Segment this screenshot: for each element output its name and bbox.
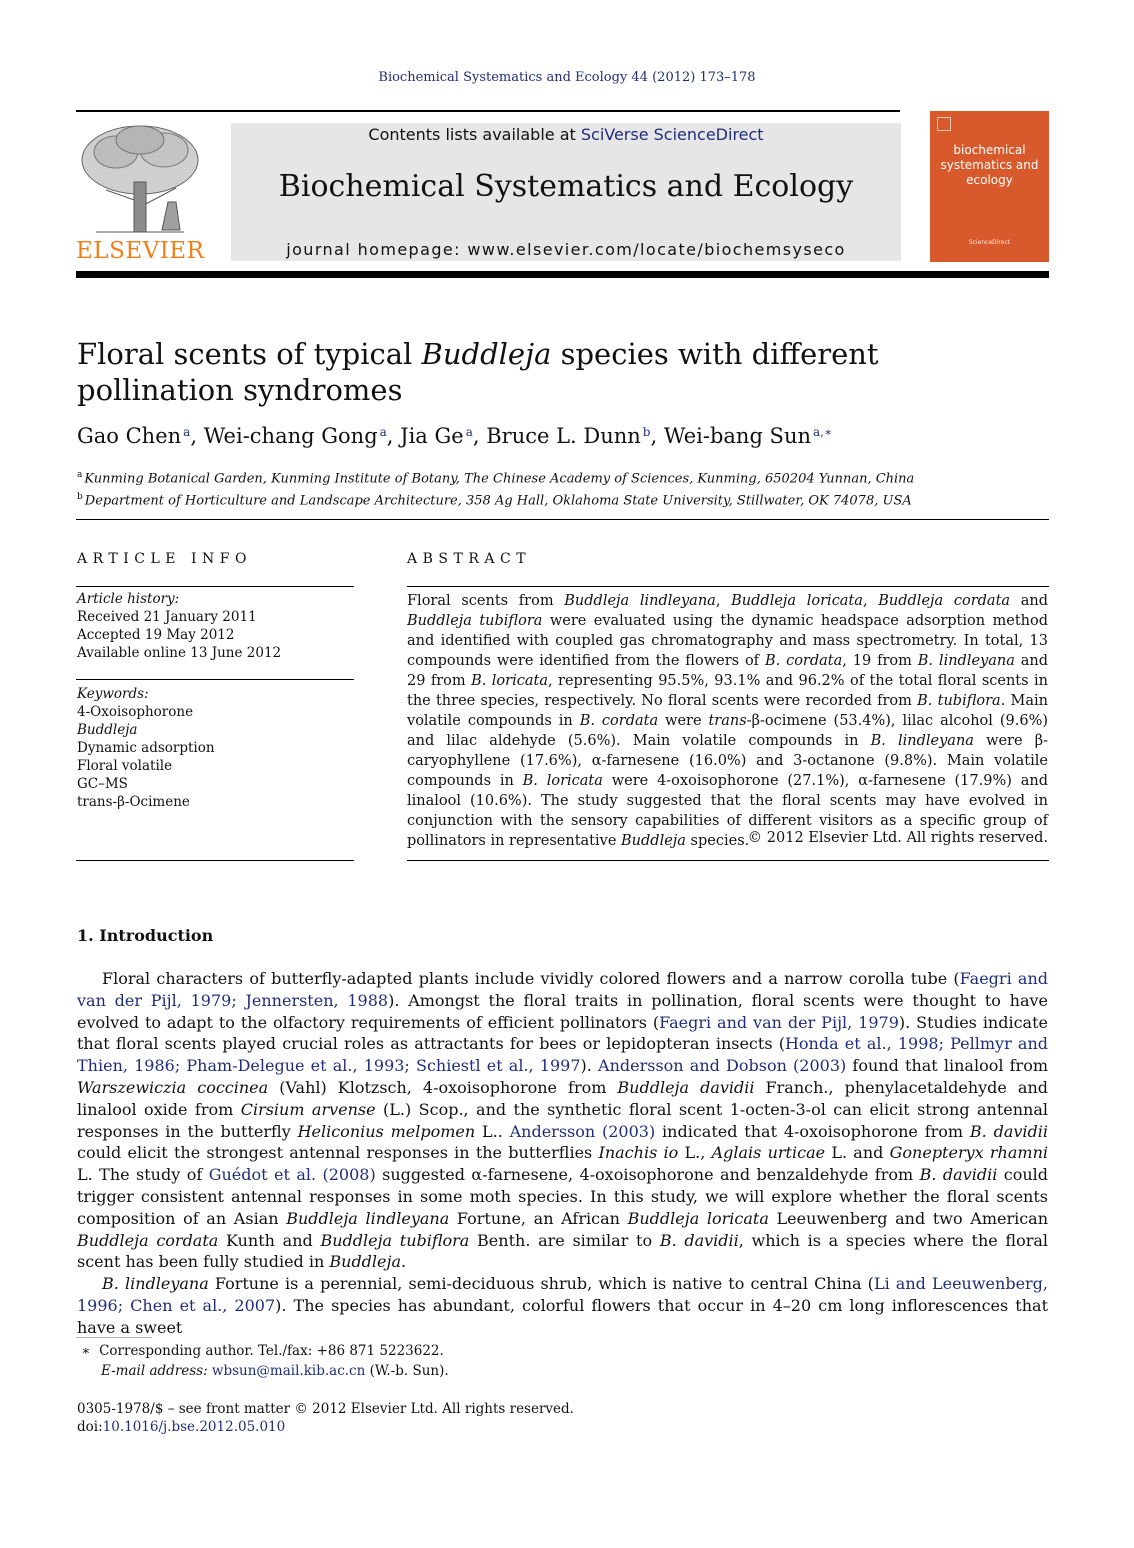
italic-term: Buddleja tubiflora xyxy=(407,613,543,629)
text-run: indicated that 4-oxoisophorone from xyxy=(655,1121,970,1141)
sciencedirect-link[interactable]: SciVerse ScienceDirect xyxy=(580,125,764,144)
text-run: ). Amongst the floral traits in pollination, floral scents were thought to have evolved to adapt to the olfactory requirements of efficient pollinators ( xyxy=(77,990,1049,1032)
cover-logo-icon xyxy=(937,117,951,131)
italic-term: Heliconius melpomen xyxy=(297,1121,476,1141)
affiliation-text: Kunming Botanical Garden, Kunming Institute of Botany, The Chinese Academy of Sciences, Kunming, 650204 Yunnan, China xyxy=(84,471,915,487)
italic-term: Buddleja lindleyana xyxy=(564,593,716,609)
text-run: ). xyxy=(580,1056,599,1076)
italic-term: Gonepteryx rhamni xyxy=(889,1143,1048,1163)
italic-term: Buddleja loricata xyxy=(627,1208,769,1228)
author-separator: , xyxy=(472,424,487,448)
divider xyxy=(76,586,354,587)
text-run: were 4-oxoisophorone (27.1%), α-farnesene (17.9%) and linalool (10.6%). The study suggested that the floral scents may have evolved in conjunction with the sensory capabilities of different visitors as a specific group of pollinators in representative xyxy=(407,773,1048,849)
contents-availability xyxy=(231,125,901,144)
article-history xyxy=(77,590,353,662)
text-run: ). Studies indicate that floral scents played crucial roles as attractants for bees or lepidopteran insects ( xyxy=(77,1012,1048,1054)
footnotes xyxy=(77,1341,977,1381)
citation-link[interactable]: Li and Leeuwenberg, 1996; Chen et al., 2007 xyxy=(77,1274,1049,1315)
italic-term: B. loricata xyxy=(522,773,603,789)
divider xyxy=(76,679,354,680)
italic-term: Cirsium arvense xyxy=(240,1099,376,1119)
keyword: Buddleja xyxy=(77,722,138,738)
abstract-heading: ABSTRACT xyxy=(407,551,532,567)
italic-term: B. loricata xyxy=(471,673,548,689)
text-run: . Main volatile compounds in xyxy=(407,693,1049,729)
affiliation xyxy=(77,488,1037,510)
doi-line xyxy=(77,1418,977,1436)
text-run: Benth. are similar to xyxy=(469,1230,660,1250)
author-affiliation-mark[interactable]: a xyxy=(465,425,473,439)
text-run: Leeuwenberg and two American xyxy=(768,1208,1049,1228)
text-run: (L.) Scop., and the synthetic floral scent 1-octen-3-ol can elicit strong antennal responses in the butterfly xyxy=(77,1099,1048,1141)
author-list xyxy=(77,424,1037,448)
text-run: could trigger consistent antennal responses in some moth species. In this study, we will explore whether the floral scents composition of an Asian xyxy=(77,1165,1049,1228)
text-run: species. xyxy=(685,833,750,849)
text-run: and xyxy=(1010,593,1049,609)
author-affiliation-mark[interactable]: b xyxy=(642,425,651,439)
footnote-text: Corresponding author. Tel./fax: +86 871 5223622. xyxy=(99,1343,444,1359)
introduction-heading: 1. Introduction xyxy=(77,926,214,945)
text-run: . xyxy=(401,1252,407,1272)
italic-term: B. cordata xyxy=(764,653,843,669)
citation-link[interactable]: Faegri and van der Pijl, 1979; Jennersten, 1988 xyxy=(77,969,1049,1010)
text-run: L., xyxy=(678,1143,712,1163)
text-run: Fortune, an African xyxy=(449,1208,628,1228)
italic-term: B. davidii xyxy=(659,1230,739,1250)
divider xyxy=(407,586,1049,587)
journal-cover-thumbnail[interactable] xyxy=(930,111,1049,262)
divider xyxy=(76,860,354,861)
italic-term: Buddleja cordata xyxy=(878,593,1011,609)
abstract-body xyxy=(407,591,1048,851)
italic-term: Buddleja cordata xyxy=(77,1230,219,1250)
author-separator: , xyxy=(650,424,664,448)
corresponding-author-note xyxy=(77,1341,977,1361)
affiliation xyxy=(77,466,1037,488)
journal-masthead xyxy=(231,123,901,261)
text-run: , which is a species where the floral scent has been fully studied in xyxy=(77,1230,1049,1272)
italic-term: B. lindleyana xyxy=(870,733,974,749)
citation-link[interactable]: Guédot et al. (2008) xyxy=(208,1165,376,1185)
citation-link[interactable]: Andersson and Dobson (2003) xyxy=(598,1056,847,1076)
italic-term: B. cordata xyxy=(579,713,659,729)
citation-link[interactable]: Honda et al., 1998; Pellmyr and Thien, 1986; Pham-Delegue et al., 1993; Schiestl et al., 1997 xyxy=(77,1034,1048,1076)
tree-logo-icon xyxy=(76,122,204,234)
publisher-logo xyxy=(76,122,204,264)
author-affiliation-mark[interactable]: a xyxy=(379,425,387,439)
email-suffix: (W.-b. Sun). xyxy=(365,1363,449,1379)
title-part: Floral scents of typical xyxy=(77,337,422,371)
author-separator: , xyxy=(386,424,401,448)
italic-term: trans xyxy=(708,713,747,729)
cover-brand: ScienceDirect xyxy=(968,239,1011,246)
affiliation-mark: a xyxy=(77,470,83,480)
header-top-rule xyxy=(76,110,900,112)
italic-term: Aglais urticae xyxy=(711,1143,826,1163)
text-run: (Vahl) Klotzsch, 4-oxoisophorone from xyxy=(268,1077,618,1097)
journal-name: Biochemical Systematics and Ecology xyxy=(278,169,854,204)
italic-term: Buddleja tubiflora xyxy=(320,1230,470,1250)
text-run: -β-ocimene (53.4%), lilac alcohol (9.6%) and lilac aldehyde (5.6%). Main volatile compounds in xyxy=(407,713,1049,749)
text-run: L.. xyxy=(475,1121,510,1141)
front-matter xyxy=(77,1400,977,1436)
author-name[interactable]: Wei-chang Gong xyxy=(203,424,378,448)
doi-label: doi: xyxy=(77,1419,103,1435)
citation-link[interactable]: Andersson (2003) xyxy=(509,1121,656,1141)
italic-term: Buddleja xyxy=(621,833,686,849)
journal-homepage[interactable]: journal homepage: www.elsevier.com/locate/biochemsyseco xyxy=(286,240,846,259)
introduction-body xyxy=(77,968,1048,1339)
text-run: were xyxy=(658,713,709,729)
email-label: E-mail address: xyxy=(101,1363,208,1379)
text-run: were evaluated using the dynamic headspace adsorption method and identified with coupled gas chromatography and mass spectrometry. In total, 13 compounds were identified from the flowers of xyxy=(407,613,1049,669)
author-name[interactable]: Bruce L. Dunn xyxy=(486,424,641,448)
italic-term: Warszewiczia coccinea xyxy=(77,1077,269,1097)
italic-term: Buddleja lindleyana xyxy=(286,1208,450,1228)
author-affiliation-mark[interactable]: a xyxy=(183,425,191,439)
history-item: Received 21 January 2011 xyxy=(77,609,257,625)
author-name[interactable]: Gao Chen xyxy=(77,424,182,448)
keyword: Dynamic adsorption xyxy=(77,740,215,756)
author-affiliation-mark[interactable]: a,∗ xyxy=(813,425,833,439)
text-run: , xyxy=(715,593,732,609)
contents-prefix: Contents lists available at xyxy=(368,125,581,144)
keyword: GC–MS xyxy=(77,776,128,792)
journal-citation[interactable]: Biochemical Systematics and Ecology 44 (2012) 173–178 xyxy=(378,70,756,85)
text-run: , 19 from xyxy=(842,653,918,669)
italic-term: B. tubiflora xyxy=(917,693,1001,709)
author-separator: , xyxy=(190,424,204,448)
italic-term: B. lindleyana xyxy=(102,1274,209,1294)
cover-title: biochemical systematics and ecology xyxy=(940,143,1039,187)
doi-link[interactable]: 10.1016/j.bse.2012.05.010 xyxy=(102,1419,286,1435)
affiliation-mark: b xyxy=(77,492,83,503)
text-run: Fortune is a perennial, semi-deciduous shrub, which is native to central China ( xyxy=(208,1274,874,1294)
text-run: Franch., phenylacetaldehyde and linalool oxide from xyxy=(77,1077,1048,1119)
paragraph xyxy=(77,1273,1048,1338)
abstract-copyright: © 2012 Elsevier Ltd. All rights reserved. xyxy=(747,830,1048,846)
affiliation-text: Department of Horticulture and Landscape Architecture, 358 Ag Hall, Oklahoma State University, Stillwater, OK 74078, USA xyxy=(84,493,912,509)
article-info-heading: ARTICLE INFO xyxy=(77,551,252,567)
italic-term: Inachis io xyxy=(598,1143,679,1163)
author-name[interactable]: Wei-bang Sun xyxy=(663,424,811,448)
citation-link[interactable]: Faegri and van der Pijl, 1979 xyxy=(659,1012,899,1032)
paragraph xyxy=(77,968,1048,1273)
text-run: were β-caryophyllene (17.6%), α-farnesene (16.0%) and 3-octanone (9.8%). Main volatile compounds in xyxy=(407,733,1048,789)
text-run: Floral scents from xyxy=(407,593,565,609)
footnote-divider xyxy=(76,1337,152,1338)
elsevier-wordmark[interactable]: ELSEVIER xyxy=(76,238,205,264)
italic-term: B. lindleyana xyxy=(917,653,1015,669)
text-run: , representing 95.5%, 93.1% and 96.2% of the total floral scents in the three species, respectively. No floral scents were recorded from xyxy=(407,673,1048,709)
footnote-marker: ∗ xyxy=(81,1343,91,1359)
italic-term: Buddleja loricata xyxy=(731,593,863,609)
header-divider xyxy=(76,519,1049,520)
history-item: Available online 13 June 2012 xyxy=(77,645,282,661)
history-item: Accepted 19 May 2012 xyxy=(77,627,235,643)
text-run: could elicit the strongest antennal responses in the butterflies xyxy=(77,1143,599,1163)
keyword: 4-Oxoisophorone xyxy=(77,704,194,720)
affiliation-list xyxy=(77,466,1037,511)
text-run: Kunth and xyxy=(218,1230,321,1250)
keywords-label: Keywords: xyxy=(77,686,149,702)
text-run: suggested α-farnesene, 4-oxoisophorone and benzaldehyde from xyxy=(375,1165,920,1185)
divider xyxy=(407,860,1049,861)
email-link[interactable]: wbsun@mail.kib.ac.cn xyxy=(211,1363,366,1379)
email-note xyxy=(77,1361,977,1381)
keyword: trans-β-Ocimene xyxy=(77,794,190,810)
history-label: Article history: xyxy=(77,591,180,607)
keywords xyxy=(77,685,353,811)
text-run: ). The species has abundant, colorful flowers that occur in 4–20 cm long inflorescences that have a sweet xyxy=(77,1295,1049,1337)
italic-term: Buddleja davidii xyxy=(617,1077,755,1097)
title-genus: Buddleja xyxy=(421,337,552,371)
text-run: and 29 from xyxy=(407,653,1049,689)
header-bottom-rule xyxy=(76,271,1049,278)
text-run: found that linalool from xyxy=(846,1056,1049,1076)
keyword: Floral volatile xyxy=(77,758,173,774)
text-run: L. The study of xyxy=(77,1165,209,1185)
text-run: L. and xyxy=(825,1143,890,1163)
text-run: , xyxy=(862,593,879,609)
issn-line: 0305-1978/$ – see front matter © 2012 Elsevier Ltd. All rights reserved. xyxy=(77,1401,574,1417)
italic-term: B. davidii xyxy=(969,1121,1049,1141)
text-run: Floral characters of butterfly-adapted plants include vividly colored flowers and a narrow corolla tube ( xyxy=(102,969,960,988)
article-title xyxy=(77,336,1037,408)
italic-term: Buddleja xyxy=(329,1252,402,1272)
title-part: species with different pollination syndromes xyxy=(77,337,879,407)
author-name[interactable]: Jia Ge xyxy=(400,424,464,448)
italic-term: B. davidii xyxy=(919,1165,998,1185)
